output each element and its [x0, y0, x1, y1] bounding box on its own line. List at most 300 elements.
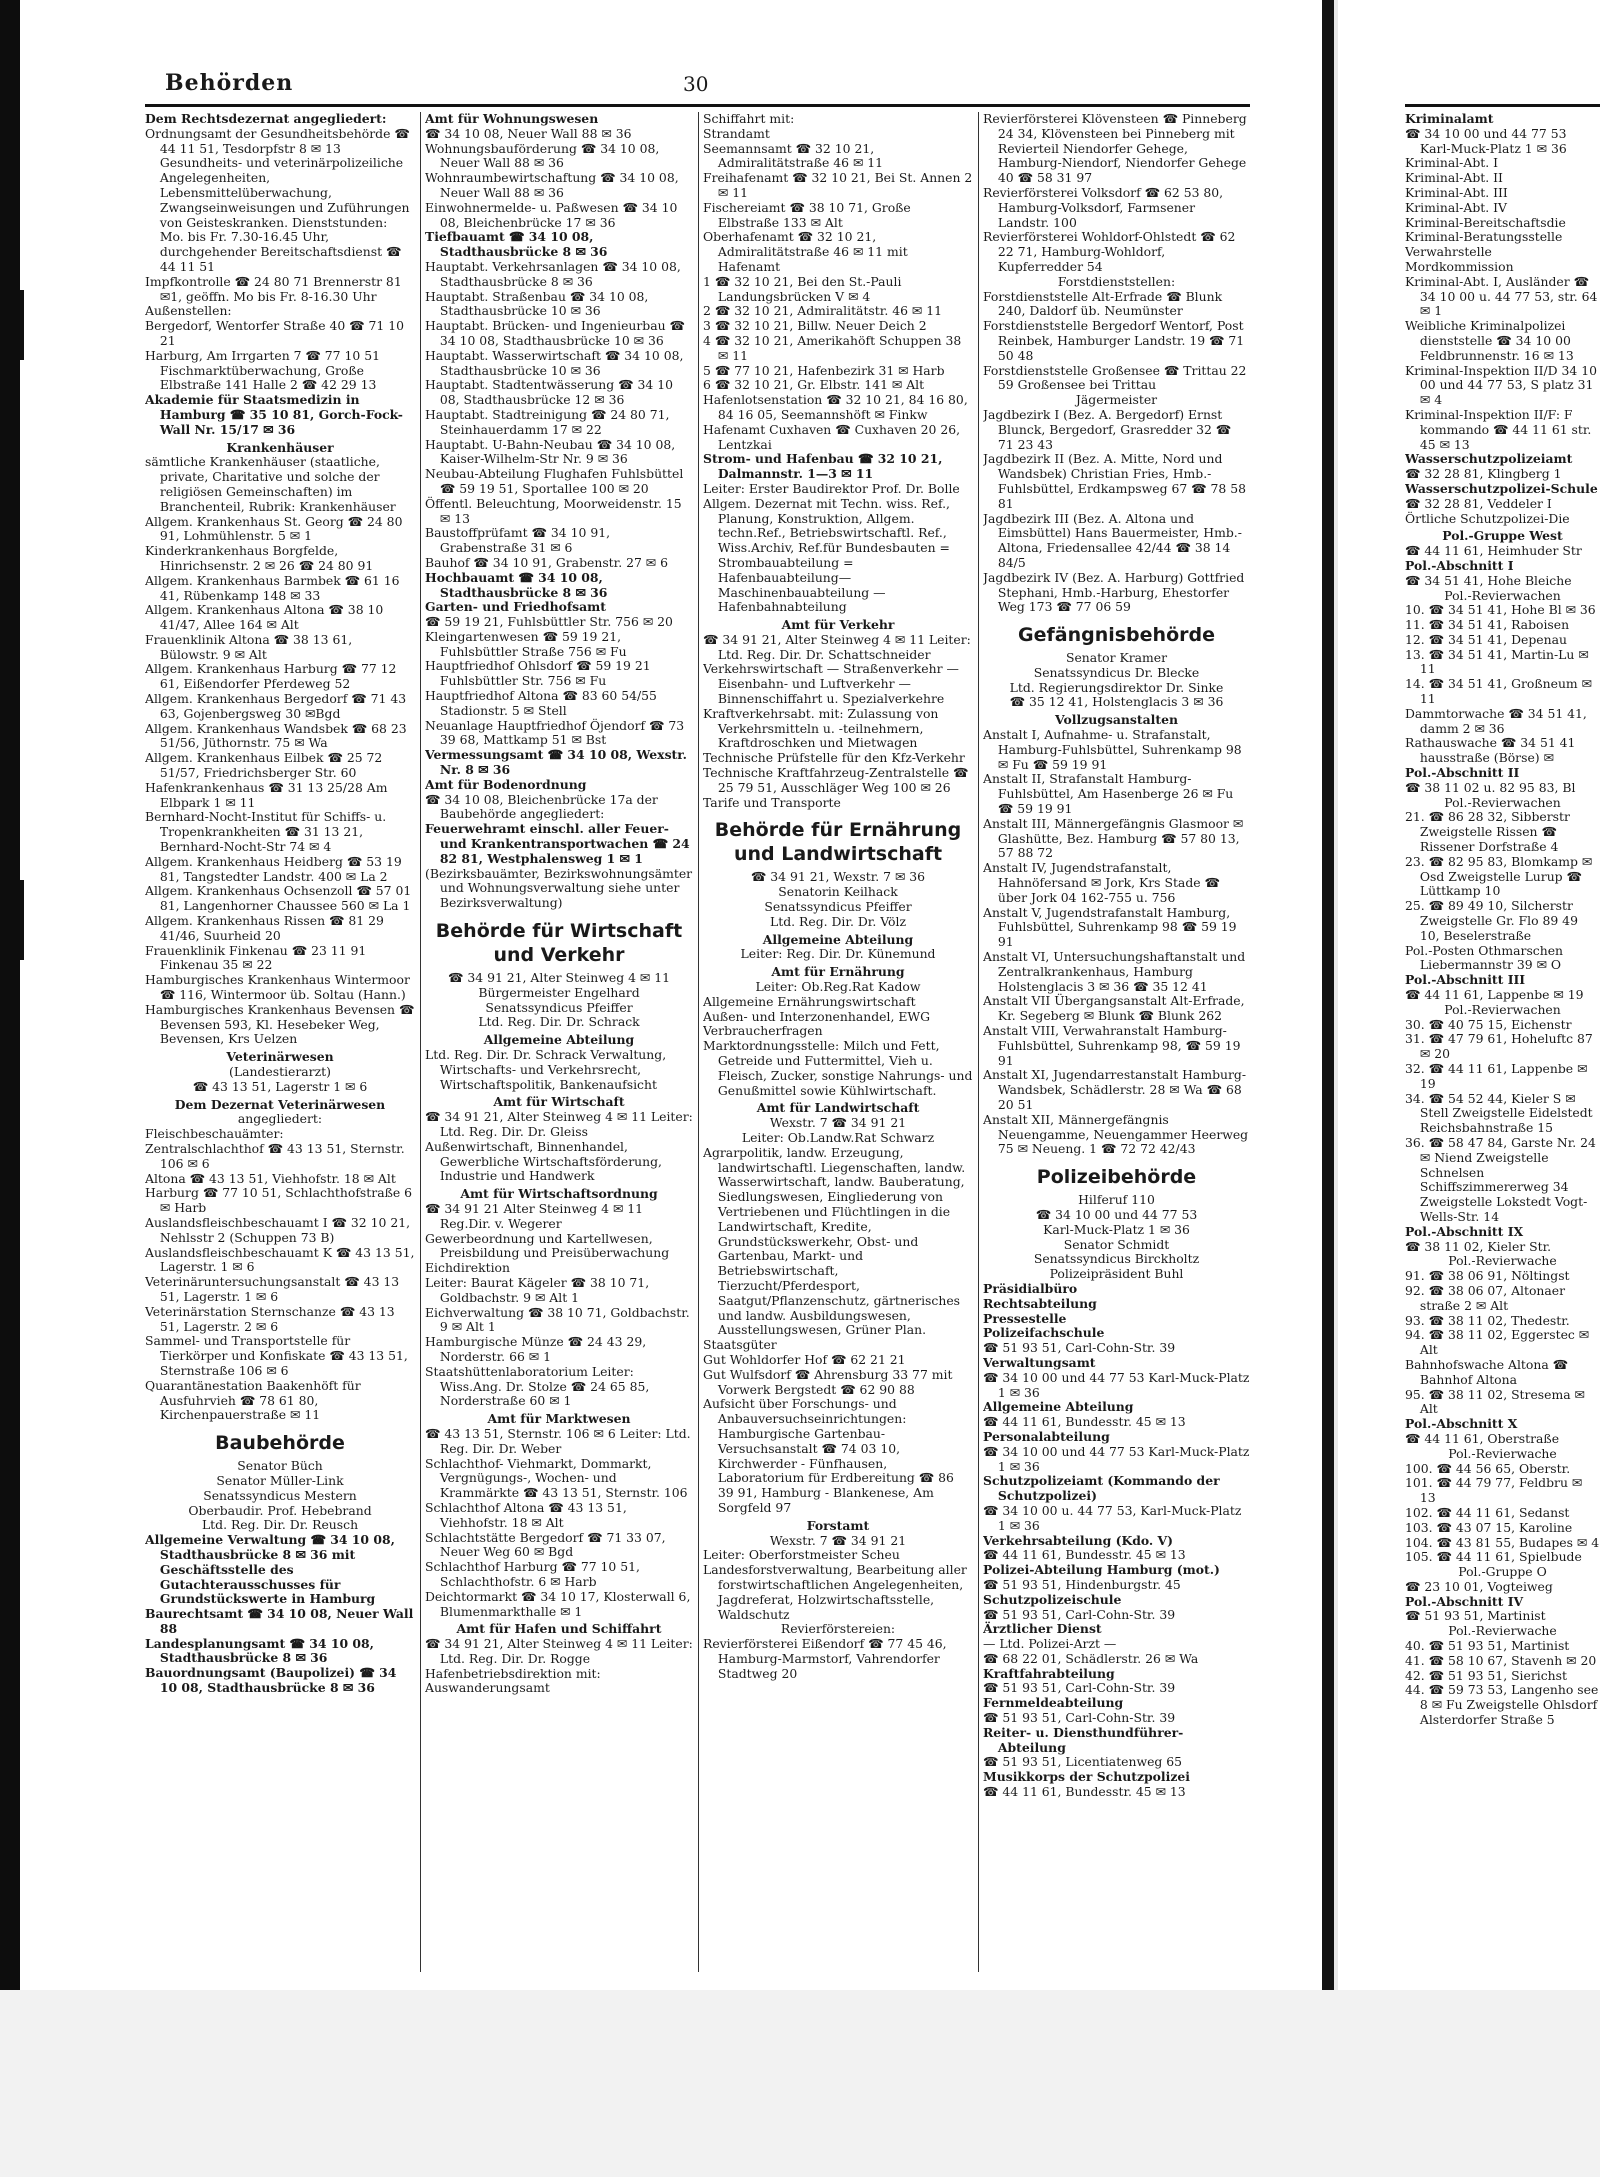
entry: Schlachthof Harburg ☎ 77 10 51, Schlachthofstr. 6 ✉ Harb — [425, 1559, 640, 1589]
entry: Hauptfriedhof Ohlsdorf ☎ 59 19 21 Fuhlsbüttler Str. 756 ✉ Fu — [425, 658, 651, 689]
entry: ☎ 51 93 51, Carl-Cohn-Str. 39 — [983, 1680, 1176, 1696]
office-name: Dem Rechtsdezernat angegliedert: — [145, 112, 387, 126]
section-heading: Pol.-Gruppe West — [1442, 528, 1563, 544]
entry: 3 ☎ 32 10 21, Billw. Neuer Deich 2 — [703, 318, 927, 334]
entry: Weibliche Kriminalpolizei dienststelle ☎ 34 10 00 Feldbrunnenstr. 16 ✉ 13 — [1405, 318, 1574, 363]
office-name: Akademie für Staatsmedizin in Hamburg ☎ 35 10 81, Gorch-Fock-Wall Nr. 15/17 ✉ 36 — [145, 392, 403, 437]
centered-line: Senator Kramer — [1065, 650, 1168, 666]
entry: 94. ☎ 38 11 02, Eggerstec ✉ Alt — [1405, 1327, 1590, 1358]
entry: 105. ☎ 44 11 61, Spielbude — [1405, 1549, 1582, 1565]
entry: Anstalt VI, Untersuchungshaftanstalt und Zentralkrankenhaus, Hamburg Holstenglacis 3 ✉ 36 ☎ 35 12 41 — [983, 949, 1246, 994]
entry: Gut Wulfsdorf ☎ Ahrensburg 33 77 mit Vorwerk Bergstedt ☎ 62 90 88 — [703, 1366, 953, 1397]
entry: 4 ☎ 32 10 21, Amerikahöft Schuppen 38 ✉ 11 — [703, 332, 962, 363]
authority-heading: Behörde für Wirtschaft und Verkehr — [435, 920, 683, 967]
entry: Marktordnungsstelle: Milch und Fett, Getreide und Futtermittel, Vieh u. Fleisch, Zucker, sonstige Nahrungs- und Genußmittel sowie Kühlwirtschaft. — [703, 1038, 973, 1098]
entry: Fischereiamt ☎ 38 10 71, Große Elbstraße 133 ✉ Alt — [703, 199, 911, 230]
entry: Leiter: Baurat Kägeler ☎ 38 10 71, Goldbachstr. 9 ✉ Alt 1 — [425, 1274, 650, 1305]
entry: Schlachthof- Viehmarkt, Dommarkt, Vergnügungs-, Wochen- und Krammärkte ☎ 43 13 51, Sternstr. 106 — [425, 1455, 688, 1501]
office-name: Pol.-Abschnitt I — [1405, 557, 1514, 573]
entry: Anstalt IV, Jugendstrafanstalt, Hahnöfersand ✉ Jork, Krs Stade ☎ über Jork 04 162-755 u. 756 — [983, 860, 1220, 905]
office-name: Wasserschutzpolizeiamt — [1405, 451, 1573, 467]
centered-line: Hilferuf 110 — [1078, 1192, 1155, 1208]
entry: Anstalt II, Strafanstalt Hamburg-Fuhlsbüttel, Am Hasenberge 26 ✉ Fu ☎ 59 19 91 — [983, 771, 1234, 817]
header-rule-right-page — [1405, 104, 1600, 107]
office-name: Schutzpolizeischule — [983, 1591, 1122, 1607]
entry: ☎ 34 51 41, Hohe Bleiche — [1405, 572, 1572, 588]
office-name: Verkehrsabteilung (Kdo. V) — [983, 1532, 1174, 1548]
centered-line: Bürgermeister Engelhard — [478, 984, 640, 1000]
entry: 103. ☎ 43 07 15, Karoline — [1405, 1519, 1573, 1535]
entry: Strandamt — [703, 125, 770, 141]
entry: ☎ 43 13 51, Sternstr. 106 ✉ 6 Leiter: Ltd. Reg. Dir. Dr. Weber — [425, 1425, 691, 1456]
centered-line: Polizeipräsident Buhl — [1049, 1266, 1184, 1282]
scan-mark — [20, 880, 24, 960]
centered-line: Senatssyndicus Dr. Blecke — [1033, 664, 1200, 680]
entry: Kriminal-Abt. II — [1405, 170, 1503, 186]
entry: Allgemeine Ernährungswirtschaft — [703, 993, 916, 1009]
centered-line: ☎ 34 91 21, Wexstr. 7 ✉ 36 — [750, 869, 926, 885]
entry: Jagdbezirk I (Bez. A. Bergedorf) Ernst Blunck, Bergedorf, Grasredder 32 ☎ 71 23 43 — [983, 406, 1232, 452]
entry: 23. ☎ 82 95 83, Blomkamp ✉ Osd Zweigstelle Lurup ☎ Lüttkamp 10 — [1405, 853, 1593, 899]
entry: Allgem. Krankenhaus Heidberg ☎ 53 19 81, Tangstedter Landstr. 400 ✉ La 2 — [145, 853, 402, 884]
entry: Deichtormarkt ☎ 34 10 17, Klosterwall 6, Blumenmarkthalle ✉ 1 — [425, 1588, 691, 1619]
entry: Altona ☎ 43 13 51, Viehhofstr. 18 ✉ Alt — [145, 1170, 396, 1186]
entry: Bahnhofswache Altona ☎ Bahnhof Altona — [1405, 1356, 1569, 1387]
column-separator — [698, 112, 699, 1972]
entry: Forstdienststelle Großensee ☎ Trittau 22 59 Großensee bei Trittau — [983, 362, 1247, 393]
section-heading: Amt für Ernährung — [771, 964, 905, 980]
entry: Allgem. Dezernat mit Techn. wiss. Ref., Planung, Konstruktion, Allgem. techn.Ref., Betriebswirtschaftl. Ref., Wiss.Archiv, Ref.für Bundesbauten = Strombauabteilung = Hafenbauabteilung—Maschinenbauabteilung — Hafenbahnabteilung — [703, 495, 950, 615]
entry: 93. ☎ 38 11 02, Thedestr. — [1405, 1312, 1570, 1328]
entry: Zentralschlachthof ☎ 43 13 51, Sternstr. 106 ✉ 6 — [145, 1140, 405, 1171]
entry: Ordnungsamt der Gesundheitsbehörde ☎ 44 11 51, Tesdorpfstr 8 ✉ 13 Gesundheits- und veterinärpolizeiliche Angelegenheiten, Lebensmittelüberwachung, Zwangseinweisungen und Zuführungen von Geisteskranken. Dienststunden: Mo. bis Fr. 7.30-16.45 Uhr, durchgehender Bereitschaftsdienst ☎ 44 11 51 — [145, 125, 410, 274]
entry: Schlachthof Altona ☎ 43 13 51, Viehhofstr. 18 ✉ Alt — [425, 1499, 627, 1530]
office-name: Rechtsabteilung — [983, 1295, 1097, 1311]
entry: Hauptabt. Brücken- und Ingenieurbau ☎ 34 10 08, Stadthausbrücke 10 ✉ 36 — [425, 318, 685, 348]
entry: Wohnraumbewirtschaftung ☎ 34 10 08, Neuer Wall 88 ✉ 36 — [425, 170, 679, 200]
entry: Eichverwaltung ☎ 38 10 71, Goldbachstr. 9 ✉ Alt 1 — [425, 1304, 690, 1335]
entry: Allgem. Krankenhaus Harburg ☎ 77 12 61, Eißendorfer Pferdeweg 52 — [145, 661, 397, 692]
entry: Tarife und Transporte — [703, 794, 841, 810]
entry: Kriminal-Abt. I, Ausländer ☎ 34 10 00 u. 44 77 53, str. 64 ✉ 1 — [1405, 273, 1598, 319]
entry: Auslandsfleischbeschauamt I ☎ 32 10 21, Nehlsstr 2 (Schuppen 73 B) — [145, 1214, 411, 1245]
office-name: Ärztlicher Dienst — [983, 1621, 1102, 1637]
office-name: Pol.-Abschnitt X — [1405, 1416, 1518, 1432]
entry: Neuanlage Hauptfriedhof Öjendorf ☎ 73 39 68, Mattkamp 51 ✉ Bst — [425, 717, 685, 748]
column-separator — [978, 112, 979, 1972]
entry: Anstalt V, Jugendstrafanstalt Hamburg, Fuhlsbüttel, Suhrenkamp 98 ☎ 59 19 91 — [983, 904, 1237, 950]
centered-line: Karl-Muck-Platz 1 ✉ 36 — [1043, 1221, 1190, 1237]
entry: 2 ☎ 32 10 21, Admiralitätstr. 46 ✉ 11 — [703, 303, 942, 319]
entry: Landesforstverwaltung, Bearbeitung aller forstwirtschaftlichen Angelegenheiten, Jagdreferat, Holzwirtschaftsstelle, Waldschutz — [703, 1562, 967, 1622]
office-name: Hochbauamt ☎ 34 10 08, Stadthausbrücke 8 ✉ 36 — [425, 569, 608, 600]
entry: (Bezirksbauämter, Bezirkswohnungsämter und Wohnungsverwaltung siehe unter Bezirksverwaltung) — [425, 865, 693, 911]
office-name: Strom- und Hafenbau ☎ 32 10 21, Dalmannstr. 1—3 ✉ 11 — [703, 451, 943, 482]
centered-line: Jägermeister — [1075, 392, 1158, 408]
centered-line: Pol.-Revierwache — [1448, 1445, 1557, 1461]
centered-line: Wexstr. 7 ☎ 34 91 21 — [769, 1115, 907, 1131]
entry: Kriminal-Beratungsstelle — [1405, 229, 1563, 245]
entry: 95. ☎ 38 11 02, Stresema ✉ Alt — [1405, 1386, 1585, 1417]
centered-line: (Landestierarzt) — [229, 1064, 331, 1079]
office-name: Reiter- u. Diensthundführer-Abteilung — [983, 1724, 1184, 1755]
centered-line: Ltd. Reg. Dir. Dr. Schrack — [478, 1014, 640, 1030]
entry: Kriminal-Inspektion II/F: F kommando ☎ 44 11 61 str. 45 ✉ 13 — [1405, 406, 1592, 452]
entry: Allgem. Krankenhaus Ochsenzoll ☎ 57 01 81, Langenhorner Chaussee 560 ✉ La 1 — [145, 883, 412, 914]
centered-line: Pol.-Revierwachen — [1444, 794, 1561, 810]
column-2 — [425, 112, 693, 1972]
entry: Hafenamt Cuxhaven ☎ Cuxhaven 20 26, Lentzkai — [703, 421, 961, 452]
entry: Schiffahrt mit: — [703, 112, 795, 126]
centered-line: Pol.-Revierwachen — [1444, 587, 1561, 603]
centered-line: Senator Müller-Link — [216, 1472, 344, 1488]
entry: 41. ☎ 58 10 67, Stavenh ✉ 20 — [1405, 1652, 1597, 1668]
centered-line: ☎ 34 91 21, Alter Steinweg 4 ✉ 11 — [448, 970, 670, 986]
entry: 40. ☎ 51 93 51, Martinist — [1405, 1638, 1570, 1654]
entry: 42. ☎ 51 93 51, Sierichst — [1405, 1667, 1567, 1683]
entry: Kriminal-Inspektion II/D 34 10 00 und 44 77 53, S platz 31 ✉ 4 — [1405, 362, 1598, 408]
entry: Kraftverkehrsabt. mit: Zulassung von Verkehrsmitteln u. -teilnehmern, Kraftdroschken und Mietwagen — [703, 705, 939, 751]
section-heading: Allgemeine Abteilung — [762, 931, 914, 947]
authority-heading: Behörde für Ernährung und Landwirtschaft — [714, 819, 962, 866]
entry: Freihafenamt ☎ 32 10 21, Bei St. Annen 2 ✉ 11 — [703, 170, 973, 200]
section-heading: Amt für Verkehr — [781, 617, 895, 633]
entry: Hauptabt. Wasserwirtschaft ☎ 34 10 08, Stadthausbrücke 10 ✉ 36 — [425, 347, 684, 378]
entry: 12. ☎ 34 51 41, Depenau — [1405, 631, 1567, 647]
entry: ☎ 51 93 51, Carl-Cohn-Str. 39 — [983, 1340, 1176, 1356]
office-name: Tiefbauamt ☎ 34 10 08, Stadthausbrücke 8 ✉ 36 — [425, 229, 608, 260]
entry: Staatshüttenlaboratorium Leiter: Wiss.Ang. Dr. Stolze ☎ 24 65 85, Norderstraße 60 ✉ 1 — [425, 1363, 650, 1409]
office-name: Fernmeldeabteilung — [983, 1695, 1124, 1711]
entry: Hauptabt. Stadtreinigung ☎ 24 80 71, Steinhauerdamm 17 ✉ 22 — [425, 406, 670, 437]
entry: Revierförsterei Eißendorf ☎ 77 45 46, Hamburg-Marmstorf, Vahrendorfer Stadtweg 20 — [703, 1636, 947, 1681]
entry: Revierförsterei Wohldorf-Ohlstedt ☎ 62 22 71, Hamburg-Wohldorf, Kupferredder 54 — [983, 229, 1236, 274]
entry: Frauenklinik Altona ☎ 38 13 61, Bülowstr. 9 ✉ Alt — [145, 631, 353, 662]
centered-line: Revierförstereien: — [780, 1621, 896, 1637]
entry: 100. ☎ 44 56 65, Oberstr. — [1405, 1460, 1571, 1476]
entry: ☎ 44 11 61, Bundesstr. 45 ✉ 13 — [983, 1547, 1186, 1563]
centered-line: Pol.-Gruppe O — [1458, 1564, 1547, 1580]
page-number: 30 — [683, 72, 709, 96]
entry: ☎ 51 93 51, Hindenburgstr. 45 — [983, 1576, 1181, 1592]
entry: 92. ☎ 38 06 07, Altonaer straße 2 ✉ Alt — [1405, 1282, 1566, 1313]
column-separator — [420, 112, 421, 1972]
entry: 5 ☎ 77 10 21, Hafenbezirk 31 ✉ Harb — [703, 362, 945, 378]
entry: Leiter: Oberforstmeister Scheu — [703, 1547, 900, 1563]
authority-heading: Gefängnisbehörde — [1018, 624, 1215, 647]
office-name: Amt für Bodenordnung — [425, 776, 587, 792]
entry: 102. ☎ 44 11 61, Sedanst — [1405, 1504, 1570, 1520]
centered-line: Wexstr. 7 ☎ 34 91 21 — [769, 1532, 907, 1548]
office-name: Verwaltungsamt — [983, 1354, 1096, 1370]
entry: Veterinärstation Sternschanze ☎ 43 13 51, Lagerstr. 2 ✉ 6 — [145, 1303, 395, 1334]
entry: Kriminal-Abt. I — [1405, 155, 1499, 171]
office-name: Schutzpolizeiamt (Kommando der Schutzpolizei) — [983, 1473, 1220, 1504]
entry: ☎ 44 11 61, Bundesstr. 45 ✉ 13 — [983, 1414, 1186, 1430]
entry: 1 ☎ 32 10 21, Bei den St.-Pauli Landungsbrücken V ✉ 4 — [703, 273, 902, 304]
entry: Harburg, Am Irrgarten 7 ☎ 77 10 51 Fischmarktüberwachung, Große Elbstraße 141 Halle 2 ☎ 42 29 13 — [145, 347, 380, 393]
entry: Auswanderungsamt — [425, 1680, 550, 1696]
authority-heading: Baubehörde — [215, 1432, 345, 1455]
entry: ☎ 32 28 81, Klingberg 1 — [1405, 466, 1562, 482]
office-name: Allgemeine Verwaltung ☎ 34 10 08, Stadthausbrücke 8 ✉ 36 mit Geschäftsstelle des Gutachterausschusses für Grundstückswerte in Hamburg — [145, 1532, 395, 1607]
entry: Wohnungsbauförderung ☎ 34 10 08, Neuer Wall 88 ✉ 36 — [425, 140, 660, 171]
centered-line: Senatssyndicus Birckholtz — [1033, 1251, 1200, 1267]
centered-line: Pol.-Revierwachen — [1444, 1001, 1561, 1017]
entry: Forstdienststelle Alt-Erfrade ☎ Blunk 240, Daldorf üb. Neumünster — [983, 288, 1223, 319]
entry: Eichdirektion — [425, 1260, 510, 1276]
section-heading: Amt für Wirtschaft — [493, 1094, 625, 1110]
entry: Neubau-Abteilung Flughafen Fuhlsbüttel ☎ 59 19 51, Sportallee 100 ✉ 20 — [425, 466, 684, 496]
entry: Außen- und Interzonenhandel, EWG — [703, 1008, 930, 1024]
entry: Schlachtstätte Bergedorf ☎ 71 33 07, Neuer Weg 60 ✉ Bgd — [425, 1529, 666, 1560]
entry: ☎ 51 93 51, Carl-Cohn-Str. 39 — [983, 1606, 1176, 1622]
entry: Allgem. Krankenhaus Wandsbek ☎ 68 23 51/56, Jüthornstr. 75 ✉ Wa — [145, 720, 407, 751]
entry: ☎ 51 93 51, Carl-Cohn-Str. 39 — [983, 1710, 1176, 1726]
centered-line: Leiter: Ob.Landw.Rat Schwarz — [741, 1130, 935, 1145]
office-name: Baurechtsamt ☎ 34 10 08, Neuer Wall 88 — [145, 1606, 414, 1636]
entry: Jagdbezirk II (Bez. A. Mitte, Nord und Wandsbek) Christian Fries, Hmb.-Fuhlsbüttel, Erdkampsweg 67 ☎ 78 58 81 — [983, 451, 1246, 511]
entry: Rathauswache ☎ 34 51 41 hausstraße (Börse) ✉ — [1405, 735, 1576, 766]
header-rule — [145, 104, 1250, 107]
section-heading: Allgemeine Abteilung — [483, 1032, 635, 1048]
entry: Leiter: Erster Baudirektor Prof. Dr. Bolle — [703, 480, 960, 496]
entry: Quarantänestation Baakenhöft für Ausfuhrvieh ☎ 78 61 80, Kirchenpauerstraße ✉ 11 — [145, 1377, 361, 1423]
entry: Staatsgüter — [703, 1337, 777, 1353]
entry: ☎ 32 28 81, Veddeler I — [1405, 495, 1552, 511]
entry: ☎ 51 93 51, Licentiatenweg 65 — [983, 1754, 1183, 1770]
section-heading: Veterinärwesen — [226, 1049, 334, 1065]
section-heading: Dem Dezernat Veterinärwesen — [174, 1096, 386, 1112]
entry: Kleingartenwesen ☎ 59 19 21, Fuhlsbüttler Straße 756 ✉ Fu — [425, 628, 627, 659]
entry: sämtliche Krankenhäuser (staatliche, private, Charitative und solche der religiösen Gemeinschaften) im Branchenteil, Rubrik: Krankenhäuser — [145, 454, 396, 514]
entry: Revierförsterei Volksdorf ☎ 62 53 80, Hamburg-Volksdorf, Farmsener Landstr. 100 — [983, 184, 1224, 230]
entry: ☎ 34 91 21 Alter Steinweg 4 ✉ 11 Reg.Dir. v. Wegerer — [425, 1200, 644, 1231]
entry: Verbraucherfragen — [703, 1023, 823, 1039]
entry: ☎ 44 11 61, Heimhuder Str — [1405, 543, 1582, 559]
entry: Anstalt III, Männergefängnis Glasmoor ✉ Glashütte, Bez. Hamburg ☎ 57 80 13, 57 88 72 — [983, 815, 1244, 861]
centered-line: Leiter: Reg. Dir. Dr. Künemund — [740, 946, 936, 962]
office-name: Allgemeine Abteilung — [983, 1399, 1134, 1415]
entry: Hafenlotsenstation ☎ 32 10 21, 84 16 80, 84 16 05, Seemannshöft ✉ Finkw — [703, 392, 968, 422]
entry: Baustoffprüfamt ☎ 34 10 91, Grabenstraße 31 ✉ 6 — [425, 525, 611, 556]
entry: Impfkontrolle ☎ 24 80 71 Brennerstr 81 ✉1, geöffn. Mo bis Fr. 8-16.30 Uhr — [145, 273, 402, 304]
entry: 34. ☎ 54 52 44, Kieler S ✉ Stell Zweigstelle Eidelstedt Reichsbahnstraße 15 — [1405, 1090, 1593, 1136]
centered-line: ☎ 43 13 51, Lagerstr 1 ✉ 6 — [192, 1078, 368, 1094]
column-3 — [703, 112, 973, 1972]
centered-line: Ltd. Regierungsdirektor Dr. Sinke — [1009, 679, 1224, 695]
centered-line: Senatorin Keilhack — [778, 884, 898, 900]
section-heading: Amt für Wirtschaftsordnung — [460, 1186, 658, 1202]
entry: Aufsicht über Forschungs- und Anbauversuchseinrichtungen: Hamburgische Gartenbau-Versuchsanstalt ☎ 74 03 10, Kirchwerder - Fünfhausen, Laboratorium für Erdbereitung ☎ 86 39 91, Hamburg - Blankenese, Am Sorgfeld 97 — [703, 1396, 954, 1515]
office-name: Personalabteilung — [983, 1428, 1110, 1444]
entry: Verkehrswirtschaft — Straßenverkehr — Eisenbahn- und Luftverkehr — Binnenschiffahrt u. Spezialverkehre — [703, 661, 959, 707]
section-heading: Krankenhäuser — [226, 439, 334, 455]
entry: Allgem. Krankenhaus Rissen ☎ 81 29 41/46, Suurheid 20 — [145, 913, 384, 943]
page-seam — [1322, 0, 1334, 1990]
entry: 11. ☎ 34 51 41, Raboisen — [1405, 617, 1570, 633]
centered-line: Oberbaudir. Prof. Hebebrand — [188, 1502, 372, 1518]
entry: ☎ 34 91 21, Alter Steinweg 4 ✉ 11 Leiter: Ltd. Reg. Dir. Dr. Rogge — [425, 1636, 693, 1666]
office-name: Vermessungsamt ☎ 34 10 08, Wexstr. Nr. 8 ✉ 36 — [425, 747, 687, 778]
entry: Technische Kraftfahrzeug-Zentralstelle ☎ 25 79 51, Ausschläger Weg 100 ✉ 26 — [703, 765, 969, 795]
entry: ☎ 68 22 01, Schädlerstr. 26 ✉ Wa — [983, 1650, 1199, 1666]
entry: Seemannsamt ☎ 32 10 21, Admiralitätstraße 46 ✉ 11 — [703, 140, 884, 171]
entry: Örtliche Schutzpolizei-Die — [1405, 510, 1570, 526]
centered-line: Ltd. Reg. Dir. Dr. Völz — [770, 913, 906, 929]
entry: Hamburgisches Krankenhaus Bevensen ☎ Bevensen 593, Kl. Hesebeker Weg, Bevensen, Krs Uelzen — [145, 1001, 415, 1047]
entry: 10. ☎ 34 51 41, Hohe Bl ✉ 36 — [1405, 602, 1596, 618]
entry: Fleischbeschauämter: — [145, 1126, 284, 1142]
entry: ☎ 34 10 08, Bleichenbrücke 17a der Baubehörde angegliedert: — [425, 791, 658, 822]
entry: Anstalt VII Übergangsanstalt Alt-Erfrade, Kr. Segeberg ✉ Blunk ☎ Blunk 262 — [983, 993, 1245, 1024]
entry: Bauhof ☎ 34 10 91, Grabenstr. 27 ✉ 6 — [425, 554, 669, 570]
office-name: Pressestelle — [983, 1310, 1067, 1326]
entry: Anstalt XII, Männergefängnis Neuengamme, Neuengammer Heerweg 75 ✉ Neueng. 1 ☎ 72 72 42/43 — [983, 1111, 1249, 1157]
centered-line: Senatssyndicus Pfeiffer — [764, 899, 912, 915]
entry: ☎ 34 10 00 und 44 77 53 Karl-Muck-Platz 1 ✉ 36 — [983, 1443, 1250, 1474]
entry: Hamburgisches Krankenhaus Wintermoor ☎ 116, Wintermoor üb. Soltau (Hann.) — [145, 972, 410, 1003]
section-heading: Amt für Landwirtschaft — [756, 1100, 920, 1116]
office-name: Amt für Wohnungswesen — [425, 112, 599, 126]
entry: Oberhafenamt ☎ 32 10 21, Admiralitätstraße 46 ✉ 11 mit Hafenamt — [703, 229, 908, 274]
entry: Pol.-Posten Othmarschen Liebermannstr 39 ✉ O — [1405, 942, 1564, 973]
column-5-next-page — [1405, 112, 1600, 1972]
entry: ☎ 51 93 51, Martinist — [1405, 1608, 1546, 1624]
entry: 44. ☎ 59 73 53, Langenho see 8 ✉ Fu Zweigstelle Ohlsdorf Alsterdorfer Straße 5 — [1405, 1682, 1599, 1728]
entry: 91. ☎ 38 06 91, Nöltingst — [1405, 1268, 1570, 1284]
office-name: Musikkorps der Schutzpolizei — [983, 1769, 1190, 1785]
centered-line: ☎ 35 12 41, Holstenglacis 3 ✉ 36 — [1009, 694, 1224, 710]
entry: Außenwirtschaft, Binnenhandel, Gewerbliche Wirtschaftsförderung, Industrie und Handwerk — [425, 1138, 662, 1184]
entry: ☎ 34 10 00 und 44 77 53 Karl-Muck-Platz 1 ✉ 36 — [983, 1369, 1250, 1400]
entry: 30. ☎ 40 75 15, Eichenstr — [1405, 1016, 1572, 1032]
centered-line: Senator Büch — [237, 1458, 323, 1474]
entry: Öffentl. Beleuchtung, Moorweidenstr. 15 ✉ 13 — [425, 495, 682, 526]
entry: Hauptabt. U-Bahn-Neubau ☎ 34 10 08, Kaiser-Wilhelm-Str Nr. 9 ✉ 36 — [425, 436, 676, 467]
entry: Hafenbetriebsdirektion mit: — [425, 1665, 601, 1681]
section-heading: Forstamt — [806, 1517, 870, 1533]
entry: Allgem. Krankenhaus Eilbek ☎ 25 72 51/57, Friedrichsberger Str. 60 — [145, 750, 383, 781]
entry: Ltd. Reg. Dir. Dr. Schrack Verwaltung, Wirtschafts- und Verkehrsrecht, Wirtschaftspolitik, Bankenaufsicht — [425, 1047, 667, 1092]
entry: Allgem. Krankenhaus Altona ☎ 38 10 41/47, Allee 164 ✉ Alt — [145, 602, 384, 633]
entry: Gut Wohldorfer Hof ☎ 62 21 21 — [703, 1351, 906, 1367]
entry: ☎ 44 11 61, Bundesstr. 45 ✉ 13 — [983, 1784, 1186, 1800]
centered-line: Pol.-Revierwache — [1448, 1253, 1557, 1269]
entry: 25. ☎ 89 49 10, Silcherstr Zweigstelle Gr. Flo 89 49 10, Beselerstraße — [1405, 898, 1578, 943]
entry: Harburg ☎ 77 10 51, Schlachthofstraße 6 ✉ Harb — [145, 1185, 413, 1216]
entry: ☎ 59 19 21, Fuhlsbüttler Str. 756 ✉ 20 — [425, 614, 673, 630]
entry: Außenstellen: — [145, 303, 232, 319]
entry: ☎ 38 11 02 u. 82 95 83, Bl — [1405, 779, 1576, 795]
entry: Kriminal-Abt. III — [1405, 184, 1508, 200]
entry: Anstalt VIII, Verwahranstalt Hamburg-Fuhlsbüttel, Suhrenkamp 98, ☎ 59 19 91 — [983, 1023, 1241, 1068]
entry: ☎ 34 91 21, Alter Steinweg 4 ✉ 11 Leiter: Ltd. Reg. Dir. Dr. Gleiss — [425, 1109, 693, 1139]
entry: Forstdienststelle Bergedorf Wentorf, Post Reinbek, Hamburger Landstr. 19 ☎ 71 50 48 — [983, 318, 1245, 363]
centered-line: Senatssyndicus Mestern — [203, 1487, 357, 1503]
entry: ☎ 44 11 61, Oberstraße — [1405, 1430, 1560, 1446]
centered-line: angegliedert: — [237, 1111, 323, 1127]
office-name: Pol.-Abschnitt IV — [1405, 1593, 1524, 1609]
entry: Kriminal-Abt. IV — [1405, 199, 1507, 215]
office-name: Polizeifachschule — [983, 1325, 1105, 1341]
entry: 32. ☎ 44 11 61, Lappenbe ✉ 19 — [1405, 1061, 1588, 1091]
office-name: Polizei-Abteilung Hamburg (mot.) — [983, 1562, 1220, 1578]
office-name: Kriminalamt — [1405, 112, 1494, 126]
section-heading: Amt für Hafen und Schiffahrt — [456, 1621, 662, 1637]
entry: Mordkommission — [1405, 258, 1514, 274]
page-header-title: Behörden — [165, 70, 294, 96]
entry: Anstalt I, Aufnahme- u. Strafanstalt, Hamburg-Fuhlsbüttel, Suhrenkamp 98 ✉ Fu ☎ 59 19 91 — [983, 727, 1242, 772]
entry: Technische Prüfstelle für den Kfz-Verkehr — [703, 750, 965, 766]
office-name: Pol.-Abschnitt II — [1405, 765, 1520, 781]
entry: ☎ 34 10 00 u. 44 77 53, Karl-Muck-Platz 1 ✉ 36 — [983, 1502, 1242, 1533]
authority-heading: Polizeibehörde — [1036, 1166, 1197, 1189]
centered-line: Ltd. Reg. Dir. Dr. Reusch — [201, 1517, 359, 1533]
office-name: Pol.-Abschnitt III — [1405, 972, 1526, 988]
entry: 36. ☎ 58 47 84, Garste Nr. 24 ✉ Niend Zweigstelle Schnelsen Schiffszimmererweg 34 Zweigstelle Lokstedt Vogt-Wells-Str. 14 — [1405, 1134, 1596, 1224]
centered-line: Senatssyndicus Pfeiffer — [485, 999, 633, 1015]
entry: ☎ 34 10 00 und 44 77 53 Karl-Muck-Platz 1 ✉ 36 — [1405, 125, 1567, 156]
office-name: Präsidialbüro — [983, 1280, 1078, 1296]
entry: Dammtorwache ☎ 34 51 41, damm 2 ✉ 36 — [1405, 705, 1587, 736]
office-name: Feuerwehramt einschl. aller Feuer- und Krankentransportwachen ☎ 24 82 81, Westphalensweg 1 ✉ 1 — [425, 821, 690, 866]
centered-line: Leiter: Ob.Reg.Rat Kadow — [755, 979, 921, 995]
section-heading: Vollzugsanstalten — [1055, 712, 1178, 728]
column-4 — [983, 112, 1250, 1972]
entry: Revierförsterei Klövensteen ☎ Pinneberg 24 34, Klövensteen bei Pinneberg mit Revierteil Niendorfer Gehege, Hamburg-Niendorf, Niendorfer Gehege 40 ☎ 58 31 97 — [983, 112, 1247, 186]
scan-mark — [20, 290, 24, 360]
entry: Veterinäruntersuchungsanstalt ☎ 43 13 51, Lagerstr. 1 ✉ 6 — [145, 1274, 400, 1304]
entry: Anstalt XI, Jugendarrestanstalt Hamburg-Wandsbek, Schädlerstr. 28 ✉ Wa ☎ 68 20 51 — [983, 1067, 1247, 1112]
entry: ☎ 34 10 08, Neuer Wall 88 ✉ 36 — [425, 125, 632, 141]
scan-edge-left — [0, 0, 20, 1990]
office-name: Pol.-Abschnitt IX — [1405, 1223, 1524, 1239]
page-seam-edge — [1334, 0, 1338, 1990]
office-name: Garten- und Friedhofsamt — [425, 599, 607, 615]
entry: Frauenklinik Finkenau ☎ 23 11 91 Finkenau 35 ✉ 22 — [145, 942, 367, 973]
entry: 6 ☎ 32 10 21, Gr. Elbstr. 141 ✉ Alt — [703, 377, 925, 393]
scan-margin-bottom — [0, 1990, 1600, 2177]
centered-line: Forstdienststellen: — [1057, 273, 1176, 289]
centered-line: Pol.-Revierwache — [1448, 1623, 1557, 1639]
entry: 104. ☎ 43 81 55, Budapes ✉ 4 — [1405, 1534, 1600, 1550]
entry: ☎ 38 11 02, Kieler Str. — [1405, 1238, 1552, 1254]
entry: Einwohnermelde- u. Paßwesen ☎ 34 10 08, Bleichenbrücke 17 ✉ 36 — [425, 199, 678, 230]
entry: 31. ☎ 47 79 61, Hoheluftc 87 ✉ 20 — [1405, 1031, 1593, 1062]
entry: Hamburgische Münze ☎ 24 43 29, Norderstr. 66 ✉ 1 — [425, 1334, 647, 1364]
entry: Allgem. Krankenhaus Barmbek ☎ 61 16 41, Rübenkamp 148 ✉ 33 — [145, 572, 400, 603]
entry: Hafenkrankenhaus ☎ 31 13 25/28 Am Elbpark 1 ✉ 11 — [145, 779, 388, 810]
entry: Auslandsfleischbeschauamt K ☎ 43 13 51, Lagerstr. 1 ✉ 6 — [145, 1244, 415, 1275]
office-name: Wasserschutzpolizei-Schule — [1405, 480, 1598, 496]
entry: — Ltd. Polizei-Arzt — — [983, 1636, 1117, 1652]
office-name: Bauordnungsamt (Baupolizei) ☎ 34 10 08, Stadthausbrücke 8 ✉ 36 — [145, 1665, 397, 1696]
entry: 13. ☎ 34 51 41, Martin-Lu ✉ 11 — [1405, 646, 1589, 677]
entry: 101. ☎ 44 79 77, Feldbru ✉ 13 — [1405, 1475, 1583, 1506]
entry: Kriminal-Bereitschaftsdie — [1405, 214, 1566, 230]
entry: ☎ 44 11 61, Lappenbe ✉ 19 — [1405, 987, 1584, 1003]
entry: 21. ☎ 86 28 32, Sibberstr Zweigstelle Rissen ☎ Rissener Dorfstraße 4 — [1405, 809, 1570, 855]
entry: Allgem. Krankenhaus St. Georg ☎ 24 80 91, Lohmühlenstr. 5 ✉ 1 — [145, 513, 403, 544]
entry: Kinderkrankenhaus Borgfelde, Hinrichsenstr. 2 ✉ 26 ☎ 24 80 91 — [145, 543, 374, 573]
office-name: Landesplanungsamt ☎ 34 10 08, Stadthausbrücke 8 ✉ 36 — [145, 1635, 374, 1666]
office-name: Kraftfahrabteilung — [983, 1665, 1115, 1681]
entry: Jagdbezirk IV (Bez. A. Harburg) Gottfried Stephani, Hmb.-Harburg, Ehestorfer Weg 173 ☎ 77 06 59 — [983, 569, 1245, 615]
entry: Hauptfriedhof Altona ☎ 83 60 54/55 Stadionstr. 5 ✉ Stell — [425, 688, 657, 718]
centered-line: Senator Schmidt — [1063, 1236, 1170, 1252]
entry: Sammel- und Transportstelle für Tierkörper und Konfiskate ☎ 43 13 51, Sternstraße 106 ✉ 6 — [145, 1333, 408, 1378]
